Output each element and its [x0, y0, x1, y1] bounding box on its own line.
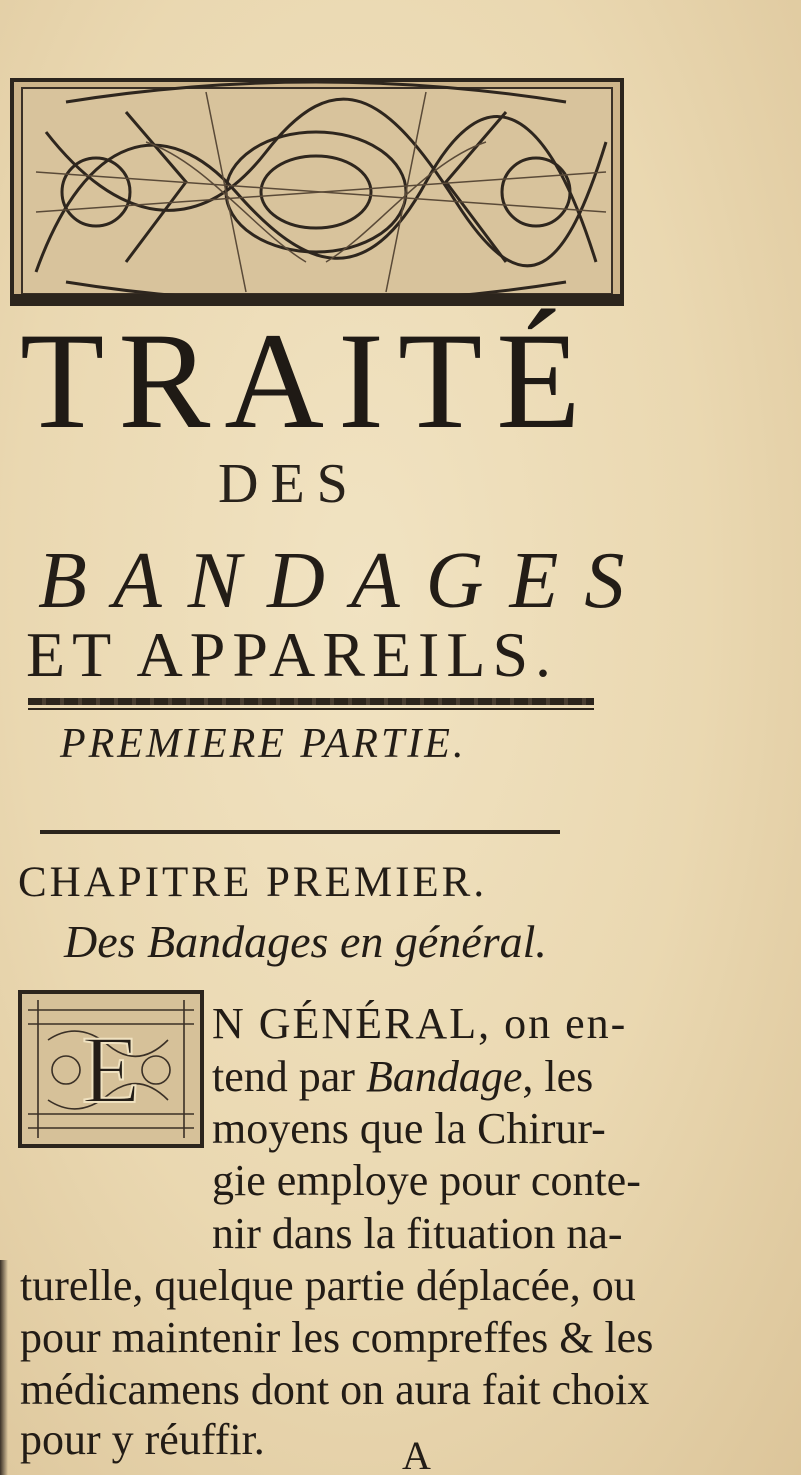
title-bandages: BANDAGES [38, 537, 651, 625]
initial-ornament-icon [18, 990, 204, 1148]
body-line-2-end: , les [522, 1052, 594, 1101]
body-line-4: gie employe pour conte- [212, 1156, 641, 1205]
part-heading: PREMIERE PARTIE. [60, 721, 467, 767]
body-line-2-start: tend par [212, 1052, 366, 1101]
body-line-1: N GÉNÉRAL, on en- [212, 999, 628, 1048]
chapter-heading: CHAPITRE PREMIER. [18, 859, 488, 906]
double-rule-divider [28, 698, 594, 712]
decorated-initial-letter [18, 990, 204, 1148]
signature-mark: A [402, 1433, 431, 1475]
body-line-5: nir dans la fituation na- [212, 1209, 623, 1258]
body-line-3: moyens que la Chirur- [212, 1104, 606, 1153]
title-des: DES [218, 453, 360, 515]
headpiece-ornament-icon [6, 72, 628, 310]
page-edge-shadow [0, 1260, 8, 1475]
decorative-headpiece [6, 72, 628, 310]
body-line-7: pour maintenir les compreffes & les [20, 1313, 654, 1362]
body-line-9: pour y réuffir. [20, 1415, 265, 1464]
body-line-6: turelle, quelque partie déplacée, ou [20, 1261, 636, 1310]
body-line-8: médicamens dont on aura fait choix [20, 1365, 650, 1414]
chapter-subtitle: Des Bandages en général. [64, 916, 547, 967]
body-line-2 [212, 1052, 594, 1101]
title-et-appareils: ET APPAREILS. [26, 619, 559, 690]
initial-letter-glyph: E [81, 1016, 141, 1123]
title-traite: TRAITÉ [20, 304, 595, 457]
body-term-bandage: Bandage [365, 1052, 523, 1101]
single-rule-divider [40, 830, 560, 834]
